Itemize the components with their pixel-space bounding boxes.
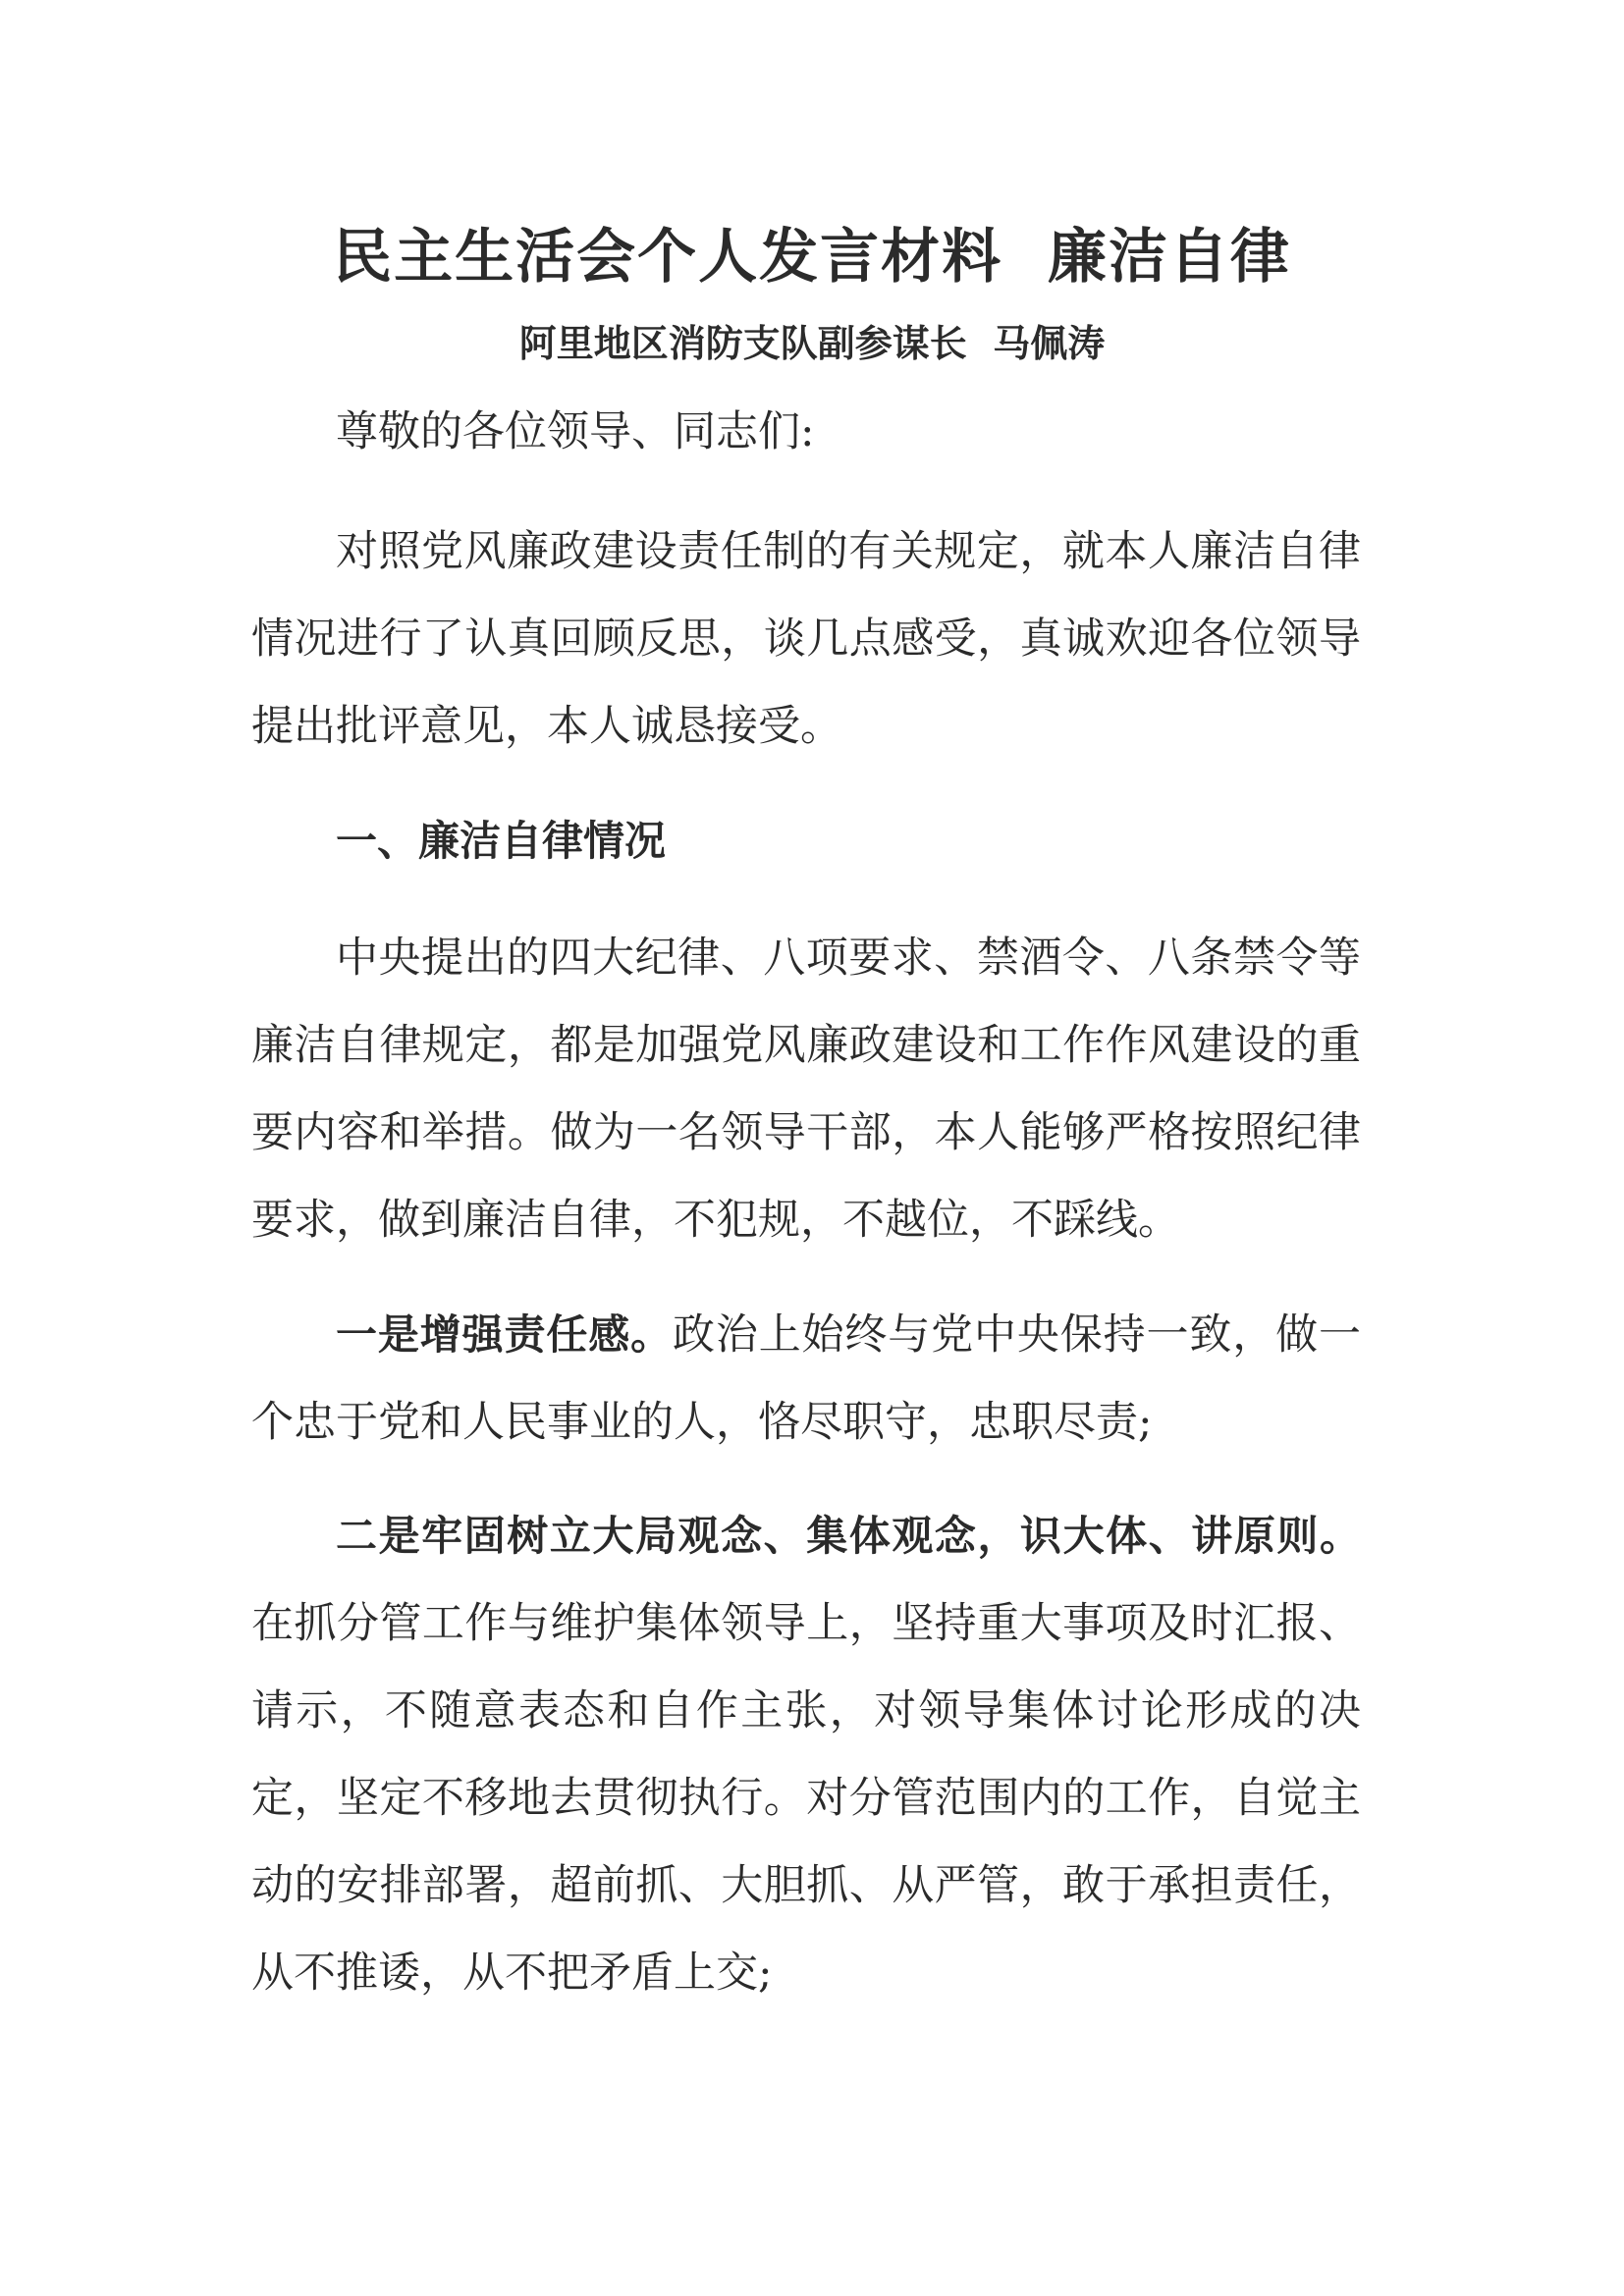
point-2-text: 在抓分管工作与维护集体领导上，坚持重大事项及时汇报、请示，不随意表态和自作主张，对领导集体讨论形成的决定，坚定不移地去贯彻执行。对分管范围内的工作，自觉主动的安排部署，超前抓、大胆抓、从严管，敢于承担责任，从不推诿，从不把矛盾上交;: [251, 1599, 1361, 1998]
document-title: 民主生活会个人发言材料 廉洁自律: [333, 223, 1291, 292]
point-1-paragraph: [251, 1291, 1361, 1467]
section-heading-1: 一、廉洁自律情况: [336, 817, 667, 865]
point-1-lead: 一是增强责任感。: [336, 1310, 673, 1359]
point-1-text: 政治上始终与党中央保持一致，做一个忠于党和人民事业的人，恪尽职守，忠职尽责;: [251, 1310, 1361, 1447]
document-author: 阿里地区消防支队副参谋长 马佩涛: [518, 322, 1106, 365]
point-2-paragraph: [251, 1492, 1361, 2017]
section-1-paragraph: 中央提出的四大纪律、八项要求、禁酒令、八条禁令等廉洁自律规定，都是加强党风廉政建设和工作作风建设的重要内容和举措。做为一名领导干部，本人能够严格按照纪律要求，做到廉洁自律，不犯规，不越位，不踩线。: [251, 934, 1361, 1245]
salutation: 尊敬的各位领导、同志们:: [336, 407, 815, 456]
point-2-lead: 二是牢固树立大局观念、集体观念，识大体、讲原则。: [336, 1512, 1361, 1560]
intro-paragraph: 对照党风廉政建设责任制的有关规定，就本人廉洁自律情况进行了认真回顾反思，谈几点感受，真诚欢迎各位领导提出批评意见，本人诚恳接受。: [251, 527, 1361, 751]
